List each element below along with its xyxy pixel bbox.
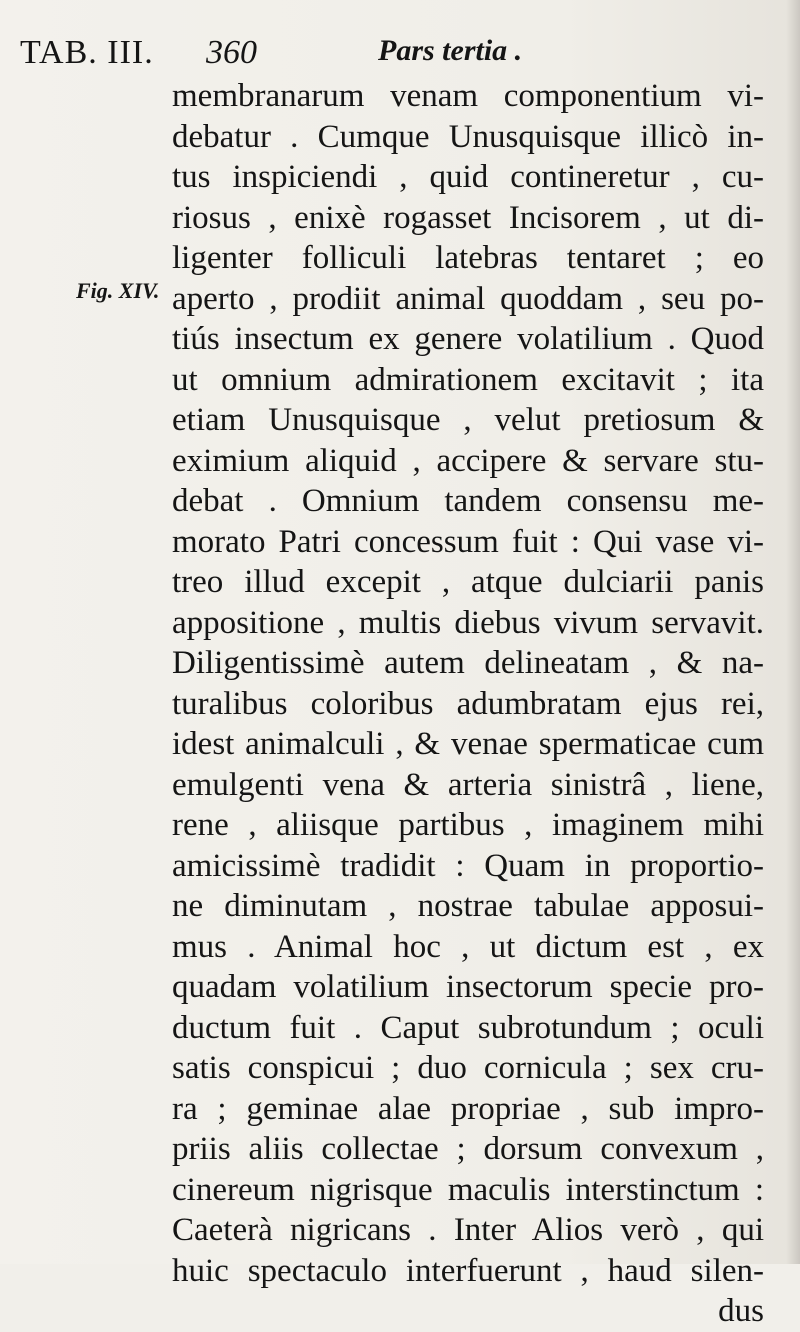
text-line: cinereum nigrisque maculis interstinctum :	[172, 1171, 764, 1208]
text-line: amicissimè tradidit : Quam in proportio-	[172, 847, 764, 884]
text-line: debatur . Cumque Unusquisque illicò in-	[172, 118, 764, 155]
text-line: huic spectaculo interfuerunt , haud silen-	[172, 1252, 764, 1289]
page-number: 360	[206, 34, 257, 71]
text-line: satis conspicui ; duo cornicula ; sex cru-	[172, 1050, 764, 1086]
text-line: ne diminutam , nostrae tabulae apposui-	[172, 888, 764, 924]
section-title: Pars tertia .	[378, 34, 523, 67]
margin-figure-reference: Fig. XIV.	[76, 278, 160, 303]
text-line: emulgenti vena & arteria sinistrâ , liene,	[172, 766, 764, 803]
text-line: tus inspiciendi , quid contineretur , cu-	[172, 159, 764, 195]
text-line: ductum fuit . Caput subrotundum ; oculi	[172, 1009, 764, 1046]
text-line: membranarum venam componentium vi-	[172, 78, 764, 114]
text-line: Caeterà nigricans . Inter Alios verò , qui	[172, 1212, 764, 1248]
text-line: priis aliis collectae ; dorsum convexum ,	[172, 1131, 764, 1167]
catchword: dus	[718, 1293, 764, 1329]
text-line: quadam volatilium insectorum specie pro-	[172, 969, 764, 1005]
text-line: debat . Omnium tandem consensu me-	[172, 483, 764, 519]
text-line: appositione , multis diebus vivum servavit.	[172, 604, 764, 641]
text-line: morato Patri concessum fuit : Qui vase vi-	[172, 523, 764, 560]
text-line: rene , aliisque partibus , imaginem mihi	[172, 807, 764, 843]
text-line: ut omnium admirationem excitavit ; ita	[172, 361, 764, 398]
page-gutter-shadow	[786, 0, 800, 1264]
text-line: eximium aliquid , accipere & servare stu-	[172, 442, 764, 479]
body-text	[172, 76, 764, 1332]
running-head	[0, 34, 800, 78]
text-line: etiam Unusquisque , velut pretiosum &	[172, 402, 764, 438]
text-line: idest animalculi , & venae spermaticae cum	[172, 726, 764, 762]
text-line: ligenter folliculi latebras tentaret ; eo	[172, 240, 764, 276]
plate-reference: TAB. III.	[20, 34, 154, 71]
text-line: mus . Animal hoc , ut dictum est , ex	[172, 928, 764, 965]
text-line: turalibus coloribus adumbratam ejus rei,	[172, 685, 764, 722]
text-line: aperto , prodiit animal quoddam , seu po-	[172, 280, 764, 317]
text-line: tiús insectum ex genere volatilium . Quod	[172, 321, 764, 357]
text-line: treo illud excepit , atque dulciarii panis	[172, 564, 764, 600]
text-line: riosus , enixè rogasset Incisorem , ut di-	[172, 199, 764, 236]
text-line: ra ; geminae alae propriae , sub impro-	[172, 1090, 764, 1127]
text-line: Diligentissimè autem delineatam , & na-	[172, 645, 764, 681]
